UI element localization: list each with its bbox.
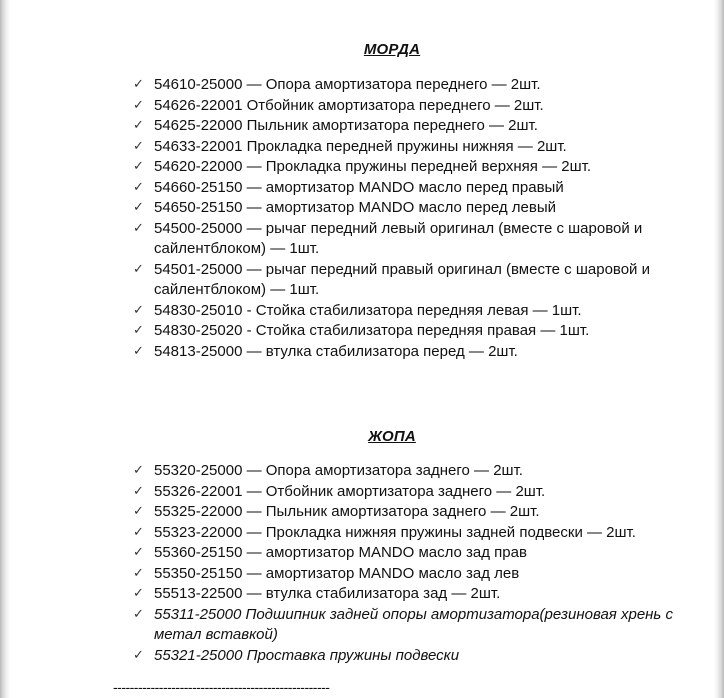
list-item [132,321,677,342]
list-item [132,137,677,158]
list-item-text: 54633-22001 Прокладка передней пружины нижняя — 2шт. [154,137,567,155]
list-item [132,502,677,523]
parts-list-front [132,75,677,362]
list-item [132,157,677,178]
section-title-front: МОРДА [363,41,421,58]
list-item [132,461,677,482]
list-item-text: 54650-25150 — амортизатор MANDO масло перед левый [154,199,557,216]
list-item [132,564,677,585]
list-item [132,646,677,667]
list-item [132,178,677,199]
list-item-text: 55320-25000 — Опора амортизатора заднего — 2шт. [154,462,523,479]
list-item-text: 55323-22000 — Прокладка нижняя пружины задней подвески — 2шт. [154,523,636,541]
check-mark-icon: ✓ [133,323,144,338]
list-item-text: 54660-25150 — амортизатор MANDO масло перед правый [154,178,564,196]
check-mark-icon: ✓ [133,483,144,499]
check-mark-icon: ✓ [133,586,144,601]
check-mark-icon: ✓ [133,77,144,92]
list-item [132,584,677,605]
list-item-text: 54830-25010 - Стойка стабилизатора передняя левая — 1шт. [154,301,582,319]
check-mark-icon: ✓ [133,463,144,478]
list-item-text: 54500-25000 — рычаг передний левый оригинал (вместе с шаровой и сайлентблоком) — 1шт. [154,219,643,257]
check-mark-icon: ✓ [133,647,144,663]
list-item [132,198,677,219]
list-item [132,96,677,117]
list-item-text: 54620-22000 — Прокладка пружины передней верхняя — 2шт. [154,158,591,175]
list-item [132,75,677,96]
check-mark-icon: ✓ [133,504,144,519]
list-item [132,523,677,544]
list-item [132,301,677,322]
check-mark-icon: ✓ [133,302,144,318]
list-item [132,342,677,363]
list-item-text: 55311-25000 Подшипник задней опоры амортизатора(резиновая хрень с метал вставкой) [154,605,673,643]
list-item-text: 55513-22500 — втулка стабилизатора зад — 2шт. [154,585,501,602]
parts-list-rear [132,461,677,666]
list-item [132,219,677,260]
separator-line: ---------------------------------------------------- [113,679,330,695]
check-mark-icon: ✓ [133,565,144,581]
list-item-text: 54626-22001 Отбойник амортизатора переднего — 2шт. [154,96,544,114]
section-title-rear: ЖОПА [368,428,416,445]
list-item-text: 55350-25150 — амортизатор MANDO масло зад лев [154,564,520,582]
check-mark-icon: ✓ [133,138,144,154]
check-mark-icon: ✓ [133,524,144,540]
check-mark-icon: ✓ [133,97,144,113]
check-mark-icon: ✓ [133,200,144,215]
list-item [132,543,677,564]
list-item-text: 55360-25150 — амортизатор MANDO масло зад прав [154,544,527,561]
list-item-text: 55325-22000 — Пыльник амортизатора заднего — 2шт. [154,503,540,520]
check-mark-icon: ✓ [133,179,144,195]
list-item-text: 54813-25000 — втулка стабилизатора перед — 2шт. [154,342,518,360]
list-item-text: 54501-25000 — рычаг передний правый оригинал (вместе с шаровой и сайлентблоком) — 1шт. [154,260,650,298]
list-item [132,260,677,301]
check-mark-icon: ✓ [133,220,144,236]
check-mark-icon: ✓ [133,545,144,560]
check-mark-icon: ✓ [133,343,144,359]
list-item [132,482,677,503]
check-mark-icon: ✓ [133,261,144,277]
check-mark-icon: ✓ [133,606,144,622]
check-mark-icon: ✓ [133,159,144,174]
list-item-text: 54830-25020 - Стойка стабилизатора передняя правая — 1шт. [154,322,590,339]
list-item-text: 55326-22001 — Отбойник амортизатора заднего — 2шт. [154,482,546,500]
list-item [132,116,677,137]
list-item-text: 54625-22000 Пыльник амортизатора переднего — 2шт. [154,117,538,134]
list-item [132,605,677,646]
check-mark-icon: ✓ [133,118,144,133]
list-item-text: 55321-25000 Проставка пружины подвески [154,646,460,664]
list-item-text: 54610-25000 — Опора амортизатора переднего — 2шт. [154,76,541,93]
